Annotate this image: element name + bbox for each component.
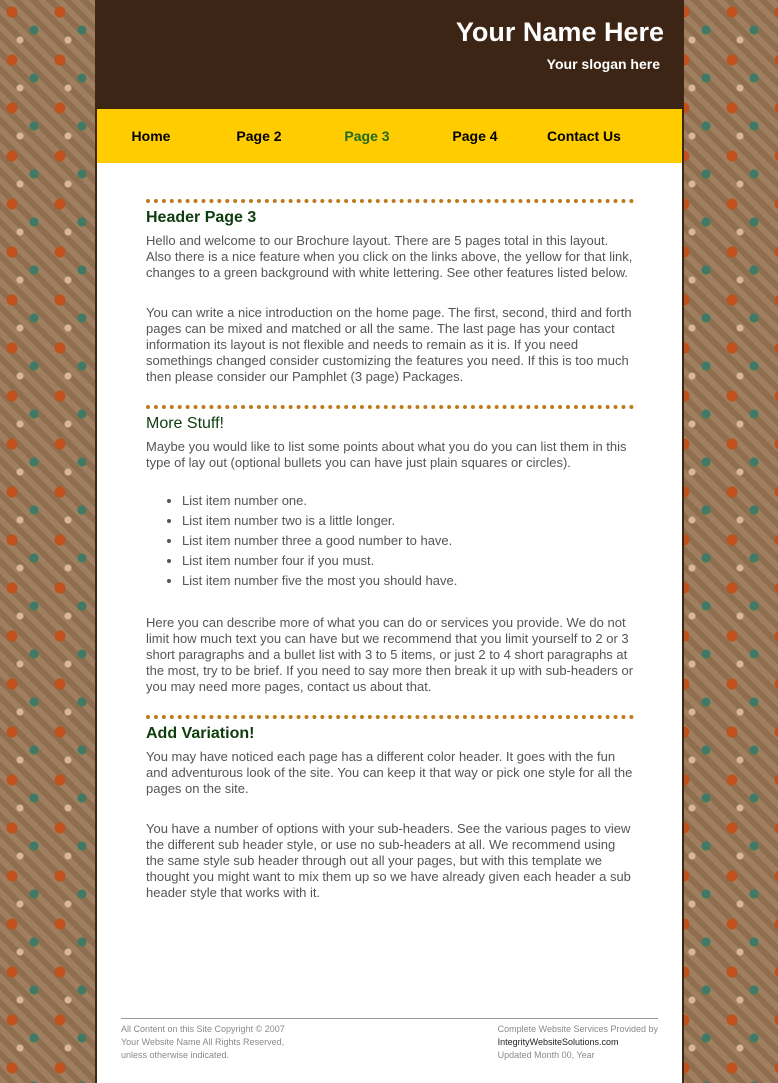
- nav-contact-us[interactable]: Contact Us: [547, 128, 621, 144]
- site-name: Your Name Here: [455, 17, 664, 47]
- main-nav: [97, 109, 682, 163]
- paragraph: Here you can describe more of what you can do or services you provide. We do not limit how much text you can have but we recommend that you limit yourself to 2 or 3 short paragraphs and a bullet list with 3 to 5 items, or just 2 to 4 short paragraphs at the most, try to be brief. If you need to say more then break it up with sub-headers or you may need more pages, contact us about that.: [146, 615, 634, 694]
- bullet-list: [146, 491, 634, 591]
- nav-page-2[interactable]: Page 2: [236, 128, 282, 144]
- nav-page-4[interactable]: Page 4: [452, 128, 498, 144]
- nav-page-3[interactable]: Page 3: [344, 128, 390, 144]
- paragraph: You can write a nice introduction on the home page. The first, second, third and forth pages can be mixed and matched or all the same. The last page has your contact information its layout is not flexible and needs to remain as it is. If you need somethings changed consider customizing the features you need. If this is too much then please consider our Pamphlet (3 page) Packages.: [146, 305, 632, 384]
- paragraph: Maybe you would like to list some points about what you do you can list them in this type of lay out (optional bullets you can have just plain squares or circles).: [146, 439, 627, 470]
- footer-credit-link[interactable]: IntegrityWebsiteSolutions.com: [497, 1037, 619, 1047]
- list-item: • List item number two is a little longer.: [182, 511, 634, 531]
- main-content: [97, 163, 682, 901]
- paragraph: You have a number of options with your sub-headers. See the various pages to view the different sub header style, or use no sub-headers at all. We recommend using the same style sub header through out all your pages, but with this template we thought you might want to mix them up so we have already given each header a sub header style that works with it.: [146, 821, 631, 900]
- page-container: [95, 0, 684, 1083]
- footer-line: Your Website Name All Rights Reserved,: [121, 1037, 285, 1047]
- section-title: More Stuff!: [146, 405, 634, 433]
- list-item: • List item number four if you must.: [182, 551, 634, 571]
- site-slogan: Your slogan here: [546, 56, 660, 72]
- footer-credits: [498, 1023, 658, 1062]
- footer-line: Complete Website Services Provided by: [497, 1024, 658, 1034]
- list-item: • List item number five the most you should have.: [182, 571, 634, 591]
- footer-line: Updated Month 00, Year: [497, 1050, 595, 1060]
- site-footer: [121, 1018, 658, 1062]
- footer-line: unless otherwise indicated.: [121, 1050, 230, 1060]
- paragraph: Hello and welcome to our Brochure layout. There are 5 pages total in this layout. Also there is a nice feature when you click on the links above, the yellow for that link, changes to a green background with white lettering. See other features listed below.: [146, 233, 633, 280]
- footer-line: All Content on this Site Copyright © 2007: [121, 1024, 285, 1034]
- section-title: Header Page 3: [146, 199, 634, 227]
- nav-home[interactable]: Home: [131, 128, 171, 144]
- site-header: [97, 0, 682, 109]
- section-title: Add Variation!: [146, 715, 634, 743]
- list-item: • List item number one.: [182, 491, 634, 511]
- paragraph: You may have noticed each page has a different color header. It goes with the fun and adventurous look of the site. You can keep it that way or pick one style for all the pages on the site.: [146, 749, 633, 796]
- list-item: • List item number three a good number to have.: [182, 531, 634, 551]
- footer-copyright: [121, 1023, 285, 1062]
